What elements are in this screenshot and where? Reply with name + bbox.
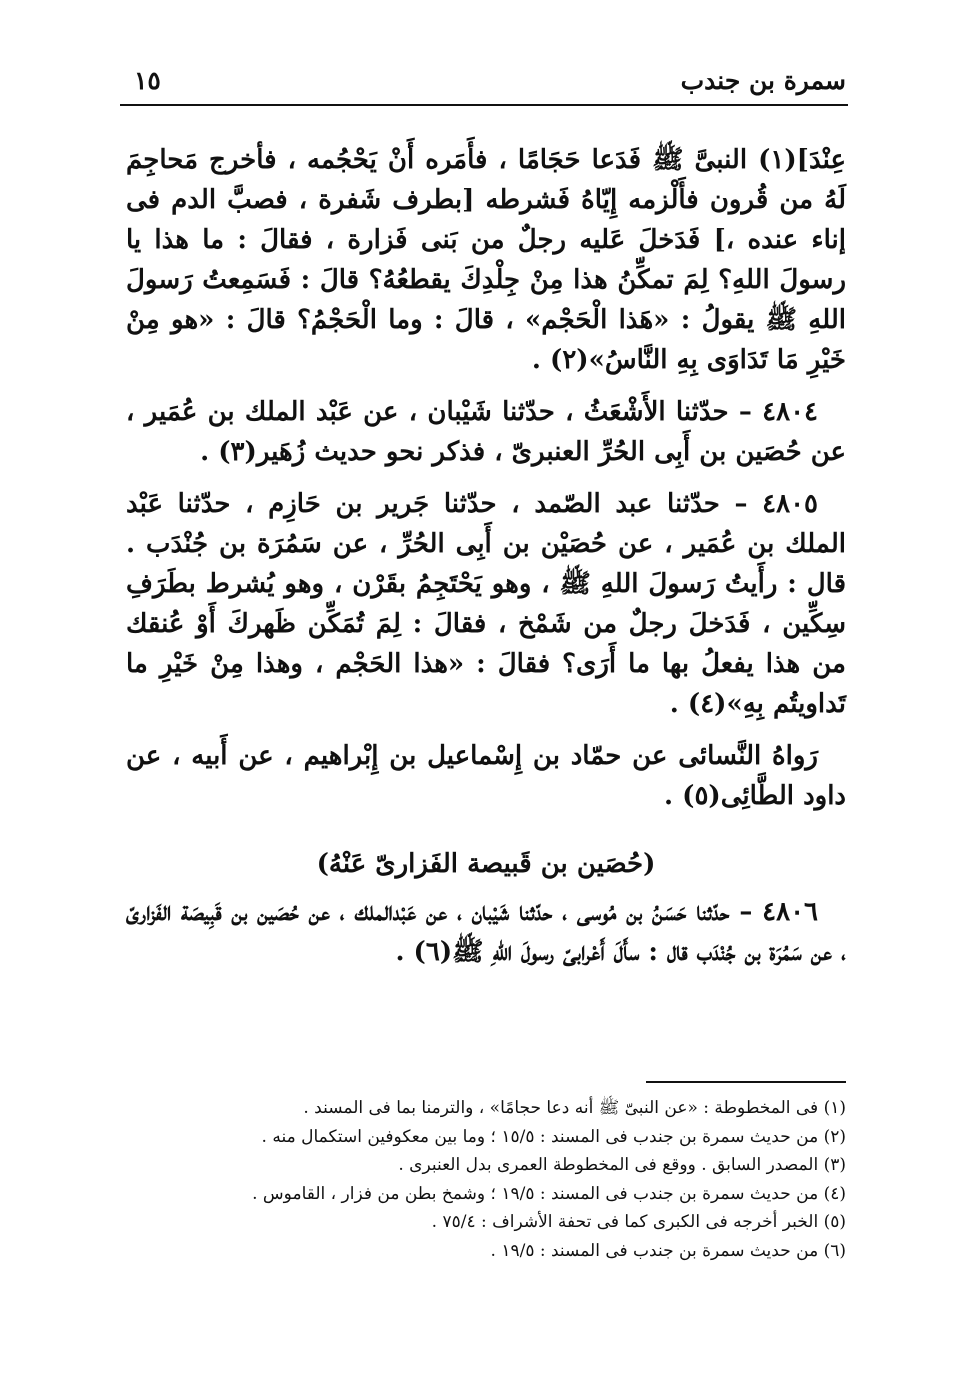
header-divider: [120, 104, 848, 106]
paragraph-hadith-4805: ٤٨٠٥ – حدّثنا عبد الصّمد ، حدّثنا جَرير بن حَازِم ، حدّثنا عَبْد الملك بن عُمَير ، عن حُصَيْن بن أَبِى الحُرِّ ، عن سَمُرَة بن جُنْدَب . قال : رأَيتُ رَسولَ اللهِ ﷺ ، وهو يَحْتَجِمُ بقَرْن ، وهو يُشرط بطَرَفِ سِكِّين ، فَدَخلَ رجلٌ من شَمْخ ، فقالَ : لِمَ تُمَكِّن ظَهركَ أَوْ عُنقك من هذا يفعلُ بها ما أَرَى؟ فقالَ : «هذا الحَجْم ، وهذا مِنْ خَيْرِ ما تَداويتُم بِهِ»(٤) .: [126, 489, 846, 719]
paragraph-hadith-4806: ٤٨٠٦ – حدّثنا حَسَنُ بن مُوسى ، حدّثنا شَيْبان ، عن عَبْدالملك ، عن حُصَين بن قَبِيصَة الفَزارىّ ، عن سَمُرَة بن جُنْدَب قال : سأَلَ أَعْرابىّ رسولَ اللهِ ﷺ(٦) .: [126, 897, 846, 967]
footnote-6: (٦) من حديث سمرة بن جندب فى المسند : ١٩/٥ .: [490, 1240, 846, 1261]
running-title: سمرة بن جندب: [680, 66, 846, 95]
page-number: ١٥: [134, 66, 161, 95]
paragraph-hadith-continuation: عِنْدَ](١) النبىَّ ﷺ فَدَعا حَجَامًا ، فأَمَره أَنْ يَحْجُمه ، فأخرج مَحاجِمَ لَهُ من قُرون فأَلْزمه إِيّاهُ فَشرطه [بطرف شَفرة ، فصبَّ الدم فى إناء عنده ،] فَدَخلَ عَليه رجلٌ من بَنى فَزارة ، فقالَ : ما هذا يا رسولَ اللهِ؟ لِمَ تمكِّنُ هذا مِنْ جِلْدِكَ يقطعُهُ؟ قالَ : فَسَمِعتُ رَسولَ اللهِ ﷺ يقولُ : «هَذا الْحَجْم» ، قالَ : وما الْحَجْمُ؟ قالَ : «هو مِنْ خَيْرِ مَا تَدَاوَى بِهِ النَّاسُ»(٢) .: [126, 145, 846, 375]
footnote-5: (٥) الخبر أخرجه فى الكبرى كما فى تحفة الأشراف : ٧٥/٤ .: [431, 1212, 846, 1232]
footnote-3: (٣) المصدر السابق . ووقع فى المخطوطة العمرى بدل العنبرى .: [398, 1155, 846, 1175]
page-header: [128, 62, 846, 102]
footnote-divider: [646, 1081, 846, 1083]
paragraph-narration-note: رَواهُ النَّسائى عن حمّاد بن إِسْماعيل بن إِبْراهيم ، عن أَبيه ، عن داود الطَّائِى(٥) .: [126, 741, 846, 811]
main-text: [126, 140, 846, 984]
footnotes: [140, 1094, 846, 1265]
section-heading: (حُصَين بن قَبيصة الفَزارىّ عَنْهُ): [316, 849, 656, 879]
footnote-4: (٤) من حديث سمرة بن جندب فى المسند : ١٩/٥ ؛ وشمخ بطن من فزار ، القاموس .: [252, 1183, 846, 1204]
footnote-1: (١) فى المخطوطة : «عن النبىّ ﷺ أنه دعا حجامًا» ، والترمنا بما فى المسند .: [303, 1098, 846, 1118]
paragraph-hadith-4804: ٤٨٠٤ – حدّثنا الأَشْعَثُ ، حدّثنا شَيْبان ، عن عَبْد الملك بن عُمَير ، عن حُصَين بن أَبِى الحُرِّ العنبرىّ ، فذكر نحو حديث زُهَير(٣) .: [126, 397, 846, 467]
footnote-2: (٢) من حديث سمرة بن جندب فى المسند : ١٥/٥ ؛ وما بين معكوفين استكمال منه .: [261, 1126, 846, 1147]
